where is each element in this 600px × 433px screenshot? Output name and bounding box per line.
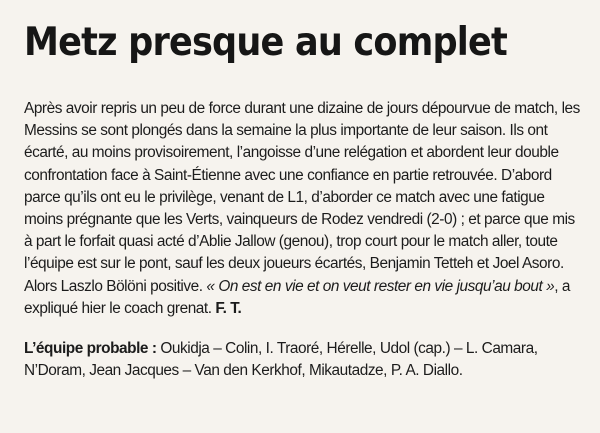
- article: [24, 14, 584, 382]
- lineup-label: L’équipe probable :: [24, 340, 157, 358]
- probable-lineup: [24, 338, 584, 382]
- quote-attribution: , a expliqué hier le coach grenat.: [24, 277, 570, 317]
- author-initials: F. T.: [215, 299, 242, 317]
- coach-quote: « On est en vie et on veut rester en vie jusqu’au bout »: [206, 277, 555, 295]
- body-text: Après avoir repris un peu de force durant une dizaine de jours dépourvue de match, les Messins se sont plongés dans la semaine la plus importante de leur saison. Ils ont écarté, au moins provisoirement, l’angoisse d’une relégation et abordent leur double confrontation face à Saint-Étienne avec une confiance en partie retrouvée. D’abord parce qu’ils ont eu le privilège, venant de L1, d’aborder ce match avec une fatigue moins prégnante que les Verts, vainqueurs de Rodez vendredi (2-0) ; et parce que mis à part le forfait quasi acté d’Ablie Jallow (genou), trop court pour le match aller, toute l’équipe est sur le pont, sauf les deux joueurs écartés, Benjamin Tetteh et Joel Asoro. Alors Laszlo Bölöni positive.: [24, 100, 580, 295]
- lineup-text: Oukidja – Colin, I. Traoré, Hérelle, Udol (cap.) – L. Camara, N’Doram, Jean Jacques – Van den Kerkhof, Mikautadze, P. A. Diallo.: [24, 340, 538, 380]
- headline: Metz presque au complet: [24, 20, 508, 65]
- article-body: [24, 98, 584, 320]
